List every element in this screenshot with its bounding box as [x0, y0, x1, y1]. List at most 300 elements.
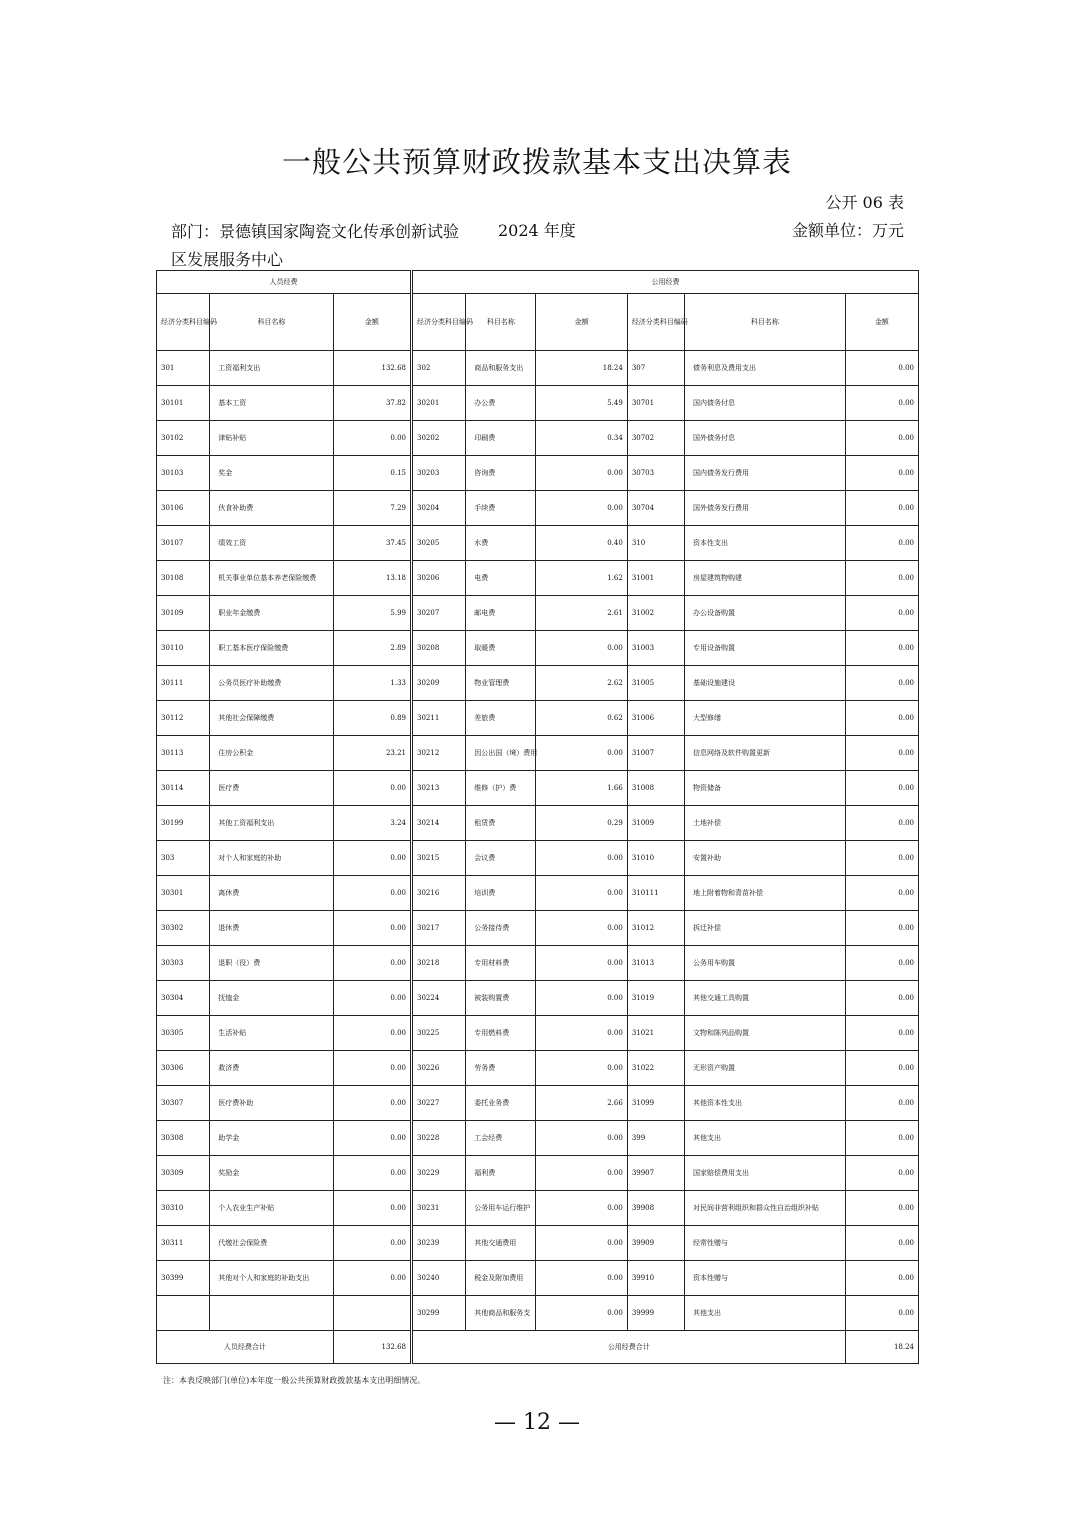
personnel-amount: 1.33 [333, 666, 411, 701]
public-name: 邮电费 [466, 596, 536, 631]
table-row [157, 351, 919, 386]
personnel-amount: 5.99 [333, 596, 411, 631]
group-header-personnel: 人员经费 [157, 271, 412, 294]
other-code: 31013 [627, 946, 684, 981]
table-row [157, 1191, 919, 1226]
public-name: 专用燃料费 [466, 1016, 536, 1051]
public-name: 差旅费 [466, 701, 536, 736]
personnel-code: 30308 [157, 1121, 210, 1156]
public-name: 电费 [466, 561, 536, 596]
public-code: 30218 [412, 946, 466, 981]
personnel-code: 303 [157, 841, 210, 876]
public-name: 专用材料费 [466, 946, 536, 981]
fiscal-year: 2024 年度 [498, 221, 576, 240]
col-header-name: 科目名称 [466, 294, 536, 351]
personnel-name: 对个人和家庭的补助 [210, 841, 333, 876]
personnel-name: 职业年金缴费 [210, 596, 333, 631]
public-name: 福利费 [466, 1156, 536, 1191]
table-row [157, 701, 919, 736]
public-code: 30231 [412, 1191, 466, 1226]
personnel-code: 30112 [157, 701, 210, 736]
other-code: 31008 [627, 771, 684, 806]
other-name: 拆迁补偿 [685, 911, 846, 946]
other-amount: 0.00 [845, 351, 918, 386]
other-name: 信息网络及软件购置更新 [685, 736, 846, 771]
other-code: 31006 [627, 701, 684, 736]
public-amount: 0.00 [536, 1261, 627, 1296]
other-amount: 0.00 [845, 1261, 918, 1296]
other-amount: 0.00 [845, 771, 918, 806]
public-amount: 0.00 [536, 736, 627, 771]
public-name: 其他交通费用 [466, 1226, 536, 1261]
table-row [157, 491, 919, 526]
personnel-name: 离休费 [210, 876, 333, 911]
personnel-amount: 13.18 [333, 561, 411, 596]
col-header-amount: 金额 [845, 294, 918, 351]
personnel-amount: 0.00 [333, 876, 411, 911]
other-amount: 0.00 [845, 1051, 918, 1086]
public-code: 30204 [412, 491, 466, 526]
public-code: 30299 [412, 1296, 466, 1331]
personnel-amount: 37.45 [333, 526, 411, 561]
public-code: 30240 [412, 1261, 466, 1296]
other-code: 310 [627, 526, 684, 561]
personnel-amount: 0.00 [333, 1051, 411, 1086]
other-code: 31019 [627, 981, 684, 1016]
personnel-name: 助学金 [210, 1121, 333, 1156]
personnel-total-label: 人员经费合计 [157, 1331, 334, 1364]
table-row [157, 981, 919, 1016]
personnel-name: 职工基本医疗保险缴费 [210, 631, 333, 666]
public-name: 因公出国（境）费用 [466, 736, 536, 771]
other-code: 31022 [627, 1051, 684, 1086]
personnel-total-value: 132.68 [333, 1331, 411, 1364]
personnel-code: 30311 [157, 1226, 210, 1261]
expenditure-table [156, 270, 919, 1364]
public-amount: 0.00 [536, 1121, 627, 1156]
table-row [157, 1016, 919, 1051]
public-code: 30227 [412, 1086, 466, 1121]
other-name: 经常性赠与 [685, 1226, 846, 1261]
personnel-amount: 7.29 [333, 491, 411, 526]
other-code: 310111 [627, 876, 684, 911]
col-header-code: 经济分类科目编码 [627, 294, 684, 351]
personnel-amount: 0.00 [333, 1226, 411, 1261]
public-amount: 0.00 [536, 491, 627, 526]
other-name: 无形资产购置 [685, 1051, 846, 1086]
personnel-code: 30110 [157, 631, 210, 666]
other-code: 39907 [627, 1156, 684, 1191]
personnel-name: 生活补贴 [210, 1016, 333, 1051]
personnel-amount: 0.00 [333, 1191, 411, 1226]
table-row [157, 596, 919, 631]
col-header-amount: 金额 [536, 294, 627, 351]
table-note: 注：本表反映部门(单位)本年度一般公共预算财政拨款基本支出明细情况。 [163, 1376, 426, 1385]
page-number: — 12 — [494, 1410, 580, 1435]
other-code: 39910 [627, 1261, 684, 1296]
table-row [157, 876, 919, 911]
public-amount: 0.00 [536, 1156, 627, 1191]
public-code: 30239 [412, 1226, 466, 1261]
public-amount: 2.61 [536, 596, 627, 631]
public-name: 其他商品和服务支 [466, 1296, 536, 1331]
public-amount: 1.66 [536, 771, 627, 806]
public-code: 30224 [412, 981, 466, 1016]
other-code: 39909 [627, 1226, 684, 1261]
public-code: 30226 [412, 1051, 466, 1086]
other-amount: 0.00 [845, 1296, 918, 1331]
public-amount: 0.62 [536, 701, 627, 736]
other-amount: 0.00 [845, 946, 918, 981]
public-amount: 0.00 [536, 981, 627, 1016]
personnel-amount: 132.68 [333, 351, 411, 386]
public-amount: 0.40 [536, 526, 627, 561]
personnel-name: 住房公积金 [210, 736, 333, 771]
personnel-name: 其他对个人和家庭的补助支出 [210, 1261, 333, 1296]
public-name: 税金及附加费用 [466, 1261, 536, 1296]
table-row [157, 1086, 919, 1121]
personnel-code: 30102 [157, 421, 210, 456]
department-label: 部门：景德镇国家陶瓷文化传承创新试验区发展服务中心 [171, 222, 460, 269]
personnel-name: 基本工资 [210, 386, 333, 421]
table-row [157, 1121, 919, 1156]
other-name: 基础设施建设 [685, 666, 846, 701]
personnel-code: 30303 [157, 946, 210, 981]
other-name: 其他交通工具购置 [685, 981, 846, 1016]
personnel-amount: 0.00 [333, 1121, 411, 1156]
public-name: 被装购置费 [466, 981, 536, 1016]
personnel-code: 30305 [157, 1016, 210, 1051]
personnel-name: 公务员医疗补助缴费 [210, 666, 333, 701]
personnel-amount: 0.00 [333, 421, 411, 456]
other-amount: 0.00 [845, 911, 918, 946]
personnel-amount: 0.00 [333, 911, 411, 946]
public-amount: 0.00 [536, 1226, 627, 1261]
personnel-amount: 0.00 [333, 1261, 411, 1296]
other-amount: 0.00 [845, 631, 918, 666]
other-code: 30703 [627, 456, 684, 491]
personnel-code: 30106 [157, 491, 210, 526]
other-name: 土地补偿 [685, 806, 846, 841]
personnel-name: 退休费 [210, 911, 333, 946]
public-code: 30213 [412, 771, 466, 806]
other-name: 资本性赠与 [685, 1261, 846, 1296]
table-row [157, 561, 919, 596]
public-name: 公务接待费 [466, 911, 536, 946]
other-amount: 0.00 [845, 876, 918, 911]
other-name: 其他资本性支出 [685, 1086, 846, 1121]
personnel-code [157, 1296, 210, 1331]
public-code: 30225 [412, 1016, 466, 1051]
other-code: 31007 [627, 736, 684, 771]
other-amount: 0.00 [845, 806, 918, 841]
public-name: 公务用车运行维护 [466, 1191, 536, 1226]
table-row [157, 421, 919, 456]
personnel-code: 30101 [157, 386, 210, 421]
table-row [157, 386, 919, 421]
other-name: 办公设备购置 [685, 596, 846, 631]
public-code: 30207 [412, 596, 466, 631]
other-code: 31099 [627, 1086, 684, 1121]
col-header-code: 经济分类科目编码 [412, 294, 466, 351]
public-amount: 0.00 [536, 1296, 627, 1331]
table-row [157, 771, 919, 806]
public-amount: 0.29 [536, 806, 627, 841]
personnel-amount: 0.89 [333, 701, 411, 736]
public-amount: 1.62 [536, 561, 627, 596]
other-amount: 0.00 [845, 841, 918, 876]
personnel-amount: 0.00 [333, 1016, 411, 1051]
personnel-amount: 0.00 [333, 1086, 411, 1121]
personnel-code: 30103 [157, 456, 210, 491]
other-name: 其他支出 [685, 1121, 846, 1156]
personnel-name: 绩效工资 [210, 526, 333, 561]
other-amount: 0.00 [845, 1191, 918, 1226]
col-header-amount: 金额 [333, 294, 411, 351]
public-name: 商品和服务支出 [466, 351, 536, 386]
public-code: 30217 [412, 911, 466, 946]
personnel-code: 30109 [157, 596, 210, 631]
other-code: 30704 [627, 491, 684, 526]
personnel-code: 30304 [157, 981, 210, 1016]
other-amount: 0.00 [845, 386, 918, 421]
public-code: 30228 [412, 1121, 466, 1156]
other-name: 对民间非营利组织和群众性自治组织补贴 [685, 1191, 846, 1226]
other-amount: 0.00 [845, 1016, 918, 1051]
public-name: 咨询费 [466, 456, 536, 491]
other-name: 国家赔偿费用支出 [685, 1156, 846, 1191]
table-row [157, 736, 919, 771]
personnel-amount: 3.24 [333, 806, 411, 841]
personnel-name: 其他工资福利支出 [210, 806, 333, 841]
personnel-amount: 2.89 [333, 631, 411, 666]
table-row [157, 456, 919, 491]
personnel-code: 30199 [157, 806, 210, 841]
public-amount: 0.00 [536, 841, 627, 876]
personnel-amount: 0.00 [333, 981, 411, 1016]
personnel-code: 30306 [157, 1051, 210, 1086]
other-amount: 0.00 [845, 456, 918, 491]
other-amount: 0.00 [845, 596, 918, 631]
other-name: 其他支出 [685, 1296, 846, 1331]
public-total-label: 公用经费合计 [412, 1331, 846, 1364]
other-name: 大型修缮 [685, 701, 846, 736]
table-row [157, 841, 919, 876]
other-name: 地上附着物和青苗补偿 [685, 876, 846, 911]
personnel-amount: 0.00 [333, 841, 411, 876]
other-code: 307 [627, 351, 684, 386]
public-name: 会议费 [466, 841, 536, 876]
public-code: 30205 [412, 526, 466, 561]
personnel-code: 30301 [157, 876, 210, 911]
other-code: 399 [627, 1121, 684, 1156]
public-amount: 0.00 [536, 631, 627, 666]
public-code: 30229 [412, 1156, 466, 1191]
other-code: 31012 [627, 911, 684, 946]
personnel-name: 医疗费补助 [210, 1086, 333, 1121]
other-amount: 0.00 [845, 1226, 918, 1261]
personnel-name: 个人农业生产补贴 [210, 1191, 333, 1226]
personnel-code: 30307 [157, 1086, 210, 1121]
public-amount: 0.00 [536, 1051, 627, 1086]
personnel-name: 伙食补助费 [210, 491, 333, 526]
public-amount: 5.49 [536, 386, 627, 421]
other-amount: 0.00 [845, 1086, 918, 1121]
public-total-value: 18.24 [845, 1331, 918, 1364]
personnel-code: 30399 [157, 1261, 210, 1296]
other-name: 国内债务付息 [685, 386, 846, 421]
personnel-amount [333, 1296, 411, 1331]
table-row [157, 1156, 919, 1191]
table-row [157, 806, 919, 841]
personnel-name: 奖励金 [210, 1156, 333, 1191]
personnel-code: 30310 [157, 1191, 210, 1226]
other-name: 债务利息及费用支出 [685, 351, 846, 386]
public-code: 302 [412, 351, 466, 386]
personnel-amount: 0.15 [333, 456, 411, 491]
public-name: 水费 [466, 526, 536, 561]
personnel-amount: 0.00 [333, 946, 411, 981]
other-code: 31003 [627, 631, 684, 666]
personnel-code: 30108 [157, 561, 210, 596]
personnel-code: 30111 [157, 666, 210, 701]
public-code: 30206 [412, 561, 466, 596]
table-row [157, 911, 919, 946]
other-amount: 0.00 [845, 701, 918, 736]
personnel-name: 退职（役）费 [210, 946, 333, 981]
other-amount: 0.00 [845, 1121, 918, 1156]
other-amount: 0.00 [845, 736, 918, 771]
public-amount: 0.34 [536, 421, 627, 456]
group-header-public: 公用经费 [412, 271, 919, 294]
other-code: 39908 [627, 1191, 684, 1226]
other-amount: 0.00 [845, 526, 918, 561]
other-code: 30702 [627, 421, 684, 456]
public-name: 维修（护）费 [466, 771, 536, 806]
public-name: 工会经费 [466, 1121, 536, 1156]
public-amount: 0.00 [536, 876, 627, 911]
col-header-name: 科目名称 [210, 294, 333, 351]
public-code: 30208 [412, 631, 466, 666]
public-amount: 0.00 [536, 1191, 627, 1226]
table-row [157, 526, 919, 561]
public-name: 手续费 [466, 491, 536, 526]
public-amount: 18.24 [536, 351, 627, 386]
personnel-name: 奖金 [210, 456, 333, 491]
personnel-name: 代缴社会保险费 [210, 1226, 333, 1261]
public-code: 30202 [412, 421, 466, 456]
public-name: 租赁费 [466, 806, 536, 841]
public-code: 30203 [412, 456, 466, 491]
personnel-code: 301 [157, 351, 210, 386]
other-amount: 0.00 [845, 981, 918, 1016]
public-amount: 0.00 [536, 911, 627, 946]
table-row [157, 1226, 919, 1261]
personnel-amount: 0.00 [333, 1156, 411, 1191]
public-amount: 0.00 [536, 946, 627, 981]
personnel-code: 30113 [157, 736, 210, 771]
public-amount: 2.62 [536, 666, 627, 701]
public-name: 培训费 [466, 876, 536, 911]
personnel-code: 30114 [157, 771, 210, 806]
table-row [157, 666, 919, 701]
other-code: 31001 [627, 561, 684, 596]
other-name: 国内债务发行费用 [685, 456, 846, 491]
other-name: 公务用车购置 [685, 946, 846, 981]
public-code: 30201 [412, 386, 466, 421]
amount-unit: 金额单位：万元 [791, 221, 904, 240]
public-code: 30216 [412, 876, 466, 911]
table-row [157, 1261, 919, 1296]
table-row [157, 1051, 919, 1086]
other-code: 31005 [627, 666, 684, 701]
other-name: 国外债务付息 [685, 421, 846, 456]
other-code: 31002 [627, 596, 684, 631]
public-name: 物业管理费 [466, 666, 536, 701]
personnel-amount: 23.21 [333, 736, 411, 771]
public-code: 30214 [412, 806, 466, 841]
personnel-name: 医疗费 [210, 771, 333, 806]
other-name: 房屋建筑物购建 [685, 561, 846, 596]
other-amount: 0.00 [845, 666, 918, 701]
col-header-name: 科目名称 [685, 294, 846, 351]
public-amount: 0.00 [536, 456, 627, 491]
other-amount: 0.00 [845, 561, 918, 596]
public-name: 取暖费 [466, 631, 536, 666]
table-row [157, 946, 919, 981]
public-code: 30212 [412, 736, 466, 771]
other-amount: 0.00 [845, 421, 918, 456]
other-amount: 0.00 [845, 491, 918, 526]
table-row [157, 631, 919, 666]
other-name: 安置补助 [685, 841, 846, 876]
public-name: 委托业务费 [466, 1086, 536, 1121]
public-code: 30209 [412, 666, 466, 701]
other-code: 31010 [627, 841, 684, 876]
other-name: 物资储备 [685, 771, 846, 806]
public-code: 30215 [412, 841, 466, 876]
other-name: 文物和陈列品购置 [685, 1016, 846, 1051]
public-amount: 0.00 [536, 1016, 627, 1051]
other-amount: 0.00 [845, 1156, 918, 1191]
other-code: 39999 [627, 1296, 684, 1331]
personnel-name: 工资福利支出 [210, 351, 333, 386]
table-row [157, 1296, 919, 1331]
personnel-name: 其他社会保障缴费 [210, 701, 333, 736]
other-code: 30701 [627, 386, 684, 421]
personnel-code: 30309 [157, 1156, 210, 1191]
col-header-code: 经济分类科目编码 [157, 294, 210, 351]
other-name: 专用设备购置 [685, 631, 846, 666]
personnel-amount: 37.82 [333, 386, 411, 421]
personnel-name: 救济费 [210, 1051, 333, 1086]
personnel-name: 机关事业单位基本养老保险缴费 [210, 561, 333, 596]
table-code: 公开 06 表 [825, 193, 904, 212]
other-name: 国外债务发行费用 [685, 491, 846, 526]
public-code: 30211 [412, 701, 466, 736]
personnel-name [210, 1296, 333, 1331]
personnel-code: 30107 [157, 526, 210, 561]
other-code: 31009 [627, 806, 684, 841]
public-name: 办公费 [466, 386, 536, 421]
personnel-name: 津贴补贴 [210, 421, 333, 456]
page-title: 一般公共预算财政拨款基本支出决算表 [281, 145, 792, 179]
personnel-code: 30302 [157, 911, 210, 946]
public-amount: 2.66 [536, 1086, 627, 1121]
personnel-amount: 0.00 [333, 771, 411, 806]
personnel-name: 抚恤金 [210, 981, 333, 1016]
other-code: 31021 [627, 1016, 684, 1051]
